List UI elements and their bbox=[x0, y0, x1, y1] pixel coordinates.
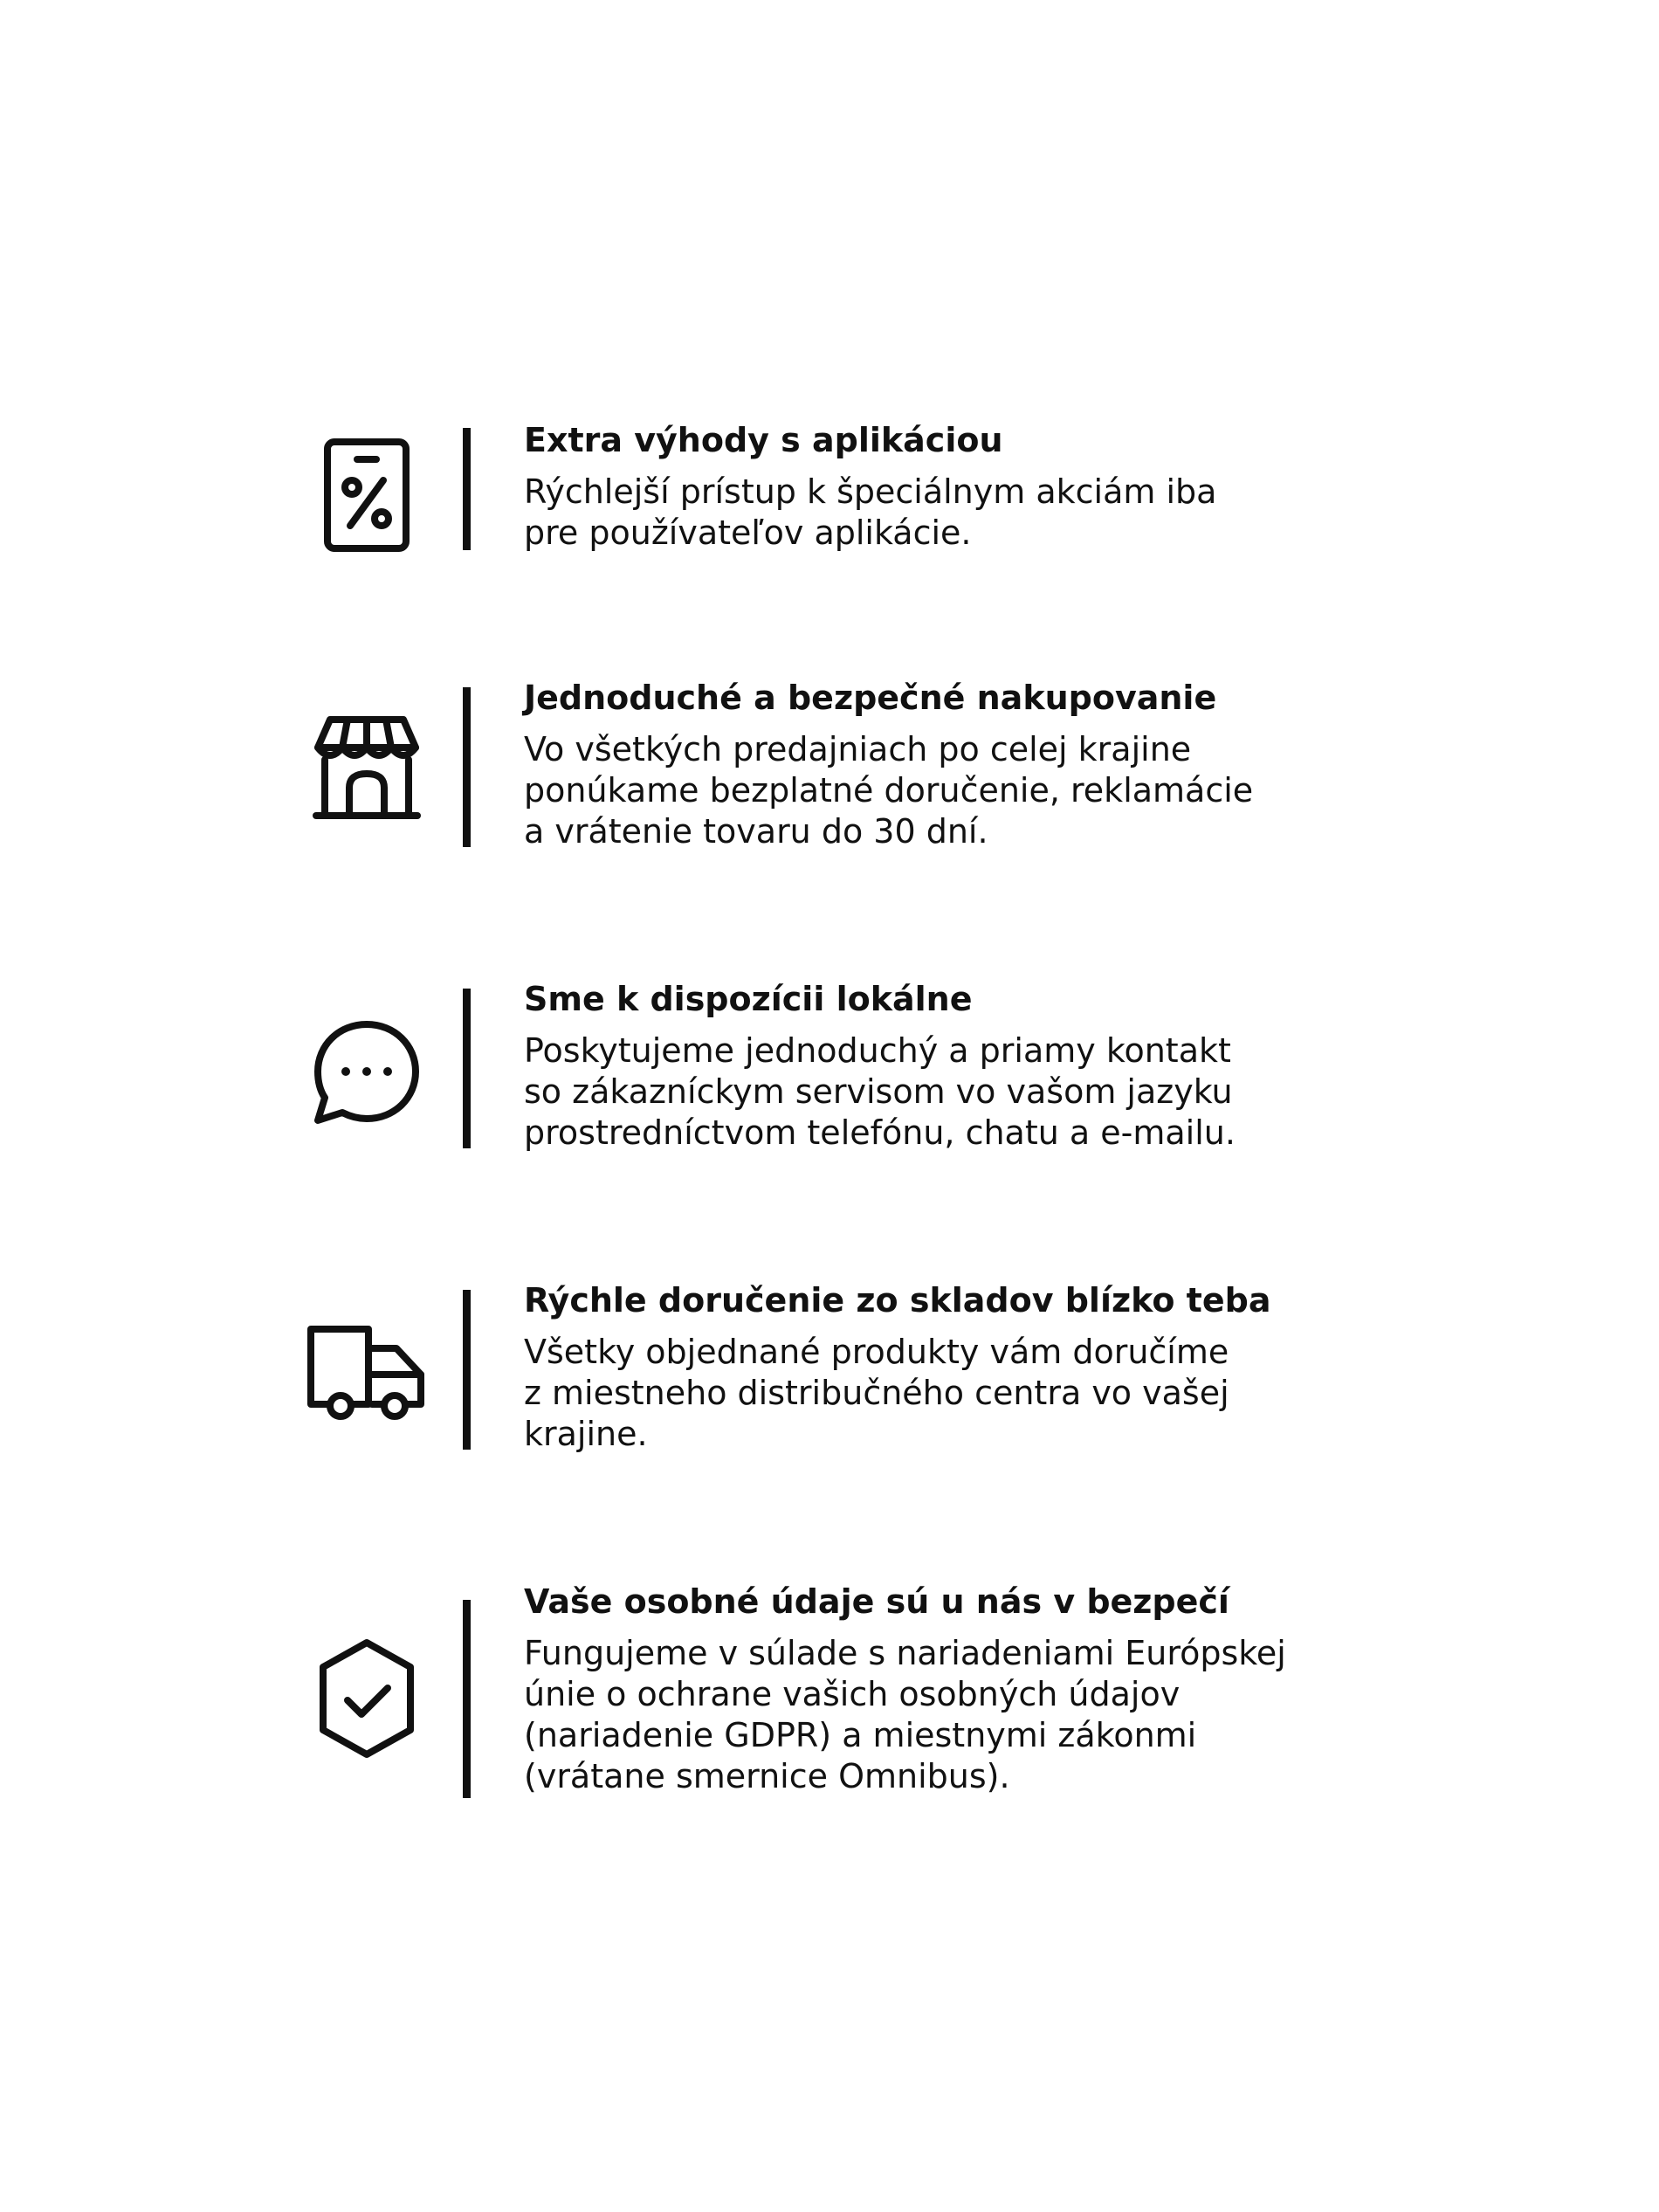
feature-description bbox=[524, 1633, 1449, 1797]
feature-text bbox=[524, 419, 1449, 554]
description-line: (nariadenie GDPR) a miestnymi zákonmi bbox=[524, 1716, 1197, 1754]
feature-title: Jednoduché a bezpečné nakupovanie bbox=[524, 679, 1217, 717]
description-line: z miestneho distribučného centra vo vašej bbox=[524, 1374, 1229, 1412]
feature-title: Extra výhody s aplikáciou bbox=[524, 421, 1003, 459]
feature-text bbox=[524, 1279, 1449, 1455]
feature-description bbox=[524, 1030, 1449, 1154]
divider bbox=[463, 989, 471, 1148]
feature-title: Rýchle doručenie zo skladov blízko teba bbox=[524, 1281, 1271, 1320]
description-line: Poskytujeme jednoduchý a priamy kontakt bbox=[524, 1031, 1231, 1070]
divider bbox=[463, 1290, 471, 1450]
feature-description bbox=[524, 729, 1449, 852]
chat-bubble-icon bbox=[297, 1015, 437, 1132]
feature-text bbox=[524, 1581, 1449, 1797]
delivery-truck-icon bbox=[297, 1316, 437, 1430]
description-line: Vo všetkých predajniach po celej krajine bbox=[524, 730, 1192, 768]
description-line: a vrátenie tovaru do 30 dní. bbox=[524, 812, 988, 851]
feature-description bbox=[524, 1332, 1449, 1455]
percent-tablet-icon bbox=[297, 430, 437, 561]
feature-text bbox=[524, 978, 1449, 1154]
description-line: prostredníctvom telefónu, chatu a e-mailu. bbox=[524, 1113, 1236, 1152]
divider bbox=[463, 1600, 471, 1798]
feature-title: Vaše osobné údaje sú u nás v bezpečí bbox=[524, 1582, 1229, 1621]
feature-title: Sme k dispozícii lokálne bbox=[524, 980, 973, 1018]
description-line: Rýchlejší prístup k špeciálnym akciám iba bbox=[524, 472, 1217, 511]
description-line: (vrátane smernice Omnibus). bbox=[524, 1757, 1010, 1795]
description-line: Fungujeme v súlade s nariadeniami Európskej bbox=[524, 1634, 1286, 1672]
feature-text bbox=[524, 677, 1449, 852]
store-icon bbox=[297, 712, 437, 825]
description-line: krajine. bbox=[524, 1415, 648, 1453]
description-line: Všetky objednané produkty vám doručíme bbox=[524, 1333, 1229, 1371]
description-line: ponúkame bezplatné doručenie, reklamácie bbox=[524, 771, 1254, 810]
description-line: so zákazníckym servisom vo vašom jazyku bbox=[524, 1072, 1233, 1111]
feature-description bbox=[524, 472, 1449, 554]
shield-check-icon bbox=[297, 1635, 437, 1762]
divider bbox=[463, 687, 471, 847]
divider bbox=[463, 428, 471, 550]
description-line: únie o ochrane vašich osobných údajov bbox=[524, 1675, 1181, 1713]
description-line: pre používateľov aplikácie. bbox=[524, 513, 972, 552]
